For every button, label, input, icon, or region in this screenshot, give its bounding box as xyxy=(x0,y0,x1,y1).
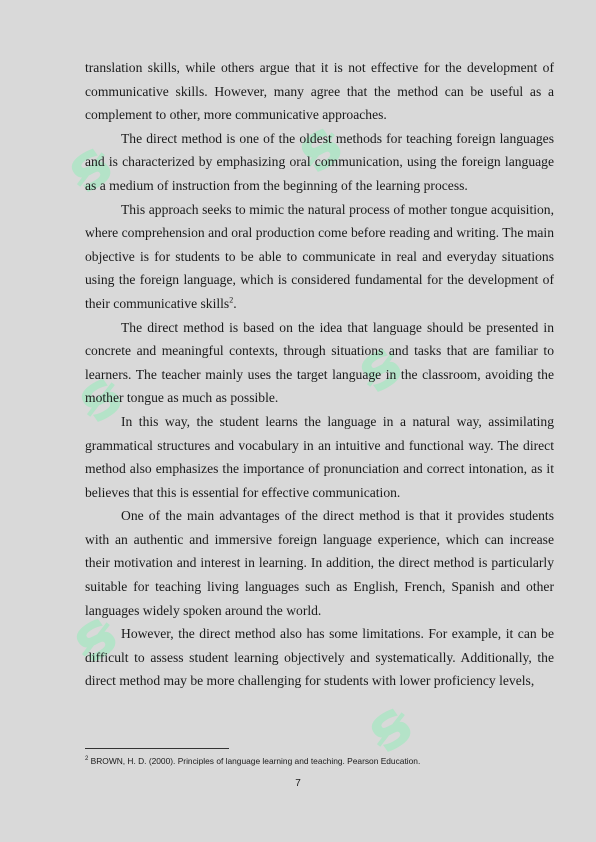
footnote-text: BROWN, H. D. (2000). Principles of language learning and teaching. Pearson Education. xyxy=(88,756,421,766)
paragraph: The direct method is one of the oldest methods for teaching foreign languages and is characterized by emphasizing oral communication, using the foreign language as a medium of instruction from the beginning of the learning process. xyxy=(85,130,554,193)
paragraph: The direct method is based on the idea that language should be presented in concrete and meaningful contexts, through situations and tasks that are familiar to learners. The teacher mainly uses the target language in the classroom, avoiding the mother tongue as much as possible. xyxy=(85,319,554,406)
footnote-separator xyxy=(85,748,229,749)
watermark-logo: ꞩ xyxy=(57,595,131,679)
footnote-reference[interactable]: 2 xyxy=(229,295,234,305)
watermark-logo: ꞩ xyxy=(342,325,416,409)
footnote xyxy=(85,756,554,766)
paragraph: translation skills, while others argue that it is not effective for the development of communicative skills. However, many agree that the method can be useful as a complement to other, more communicative approaches. xyxy=(85,60,554,123)
watermark-logo: ꞩ xyxy=(352,685,426,769)
paragraph: One of the main advantages of the direct method is that it provides students with an authentic and immersive foreign language experience, which can increase their motivation and interest in learning. In addition, the direct method is particularly suitable for teaching living languages such as English, French, Spanish and other languages widely spoken around the world. xyxy=(85,508,554,618)
watermark-logo: ꞩ xyxy=(52,125,126,209)
footnote-number: 2 xyxy=(85,756,89,763)
paragraph: In this way, the student learns the language in a natural way, assimilating grammatical structures and vocabulary in an intuitive and functional way. The direct method also emphasizes the importance of pronunciation and correct intonation, as it believes that this is essential for effective communication. xyxy=(85,413,554,500)
paragraph: However, the direct method also has some limitations. For example, it can be difficult to assess student learning objectively and systematically. Additionally, the direct method may be more challenging for students with lower proficiency levels, xyxy=(85,626,554,689)
watermark-logo: ꞩ xyxy=(282,105,356,189)
paragraph xyxy=(85,198,554,316)
paragraph-text: This approach seeks to mimic the natural process of mother tongue acquisition, where comprehension and oral production come before reading and writing. The main objective is for students to be able to communicate in real and everyday situations using the foreign language, which is considered fundamental for the development of their communicative skills xyxy=(85,201,554,311)
paragraph-text-end: . xyxy=(233,295,237,311)
page-number: 7 xyxy=(295,778,301,789)
watermark-logo: ꞩ xyxy=(62,355,136,439)
document-body xyxy=(85,56,554,693)
